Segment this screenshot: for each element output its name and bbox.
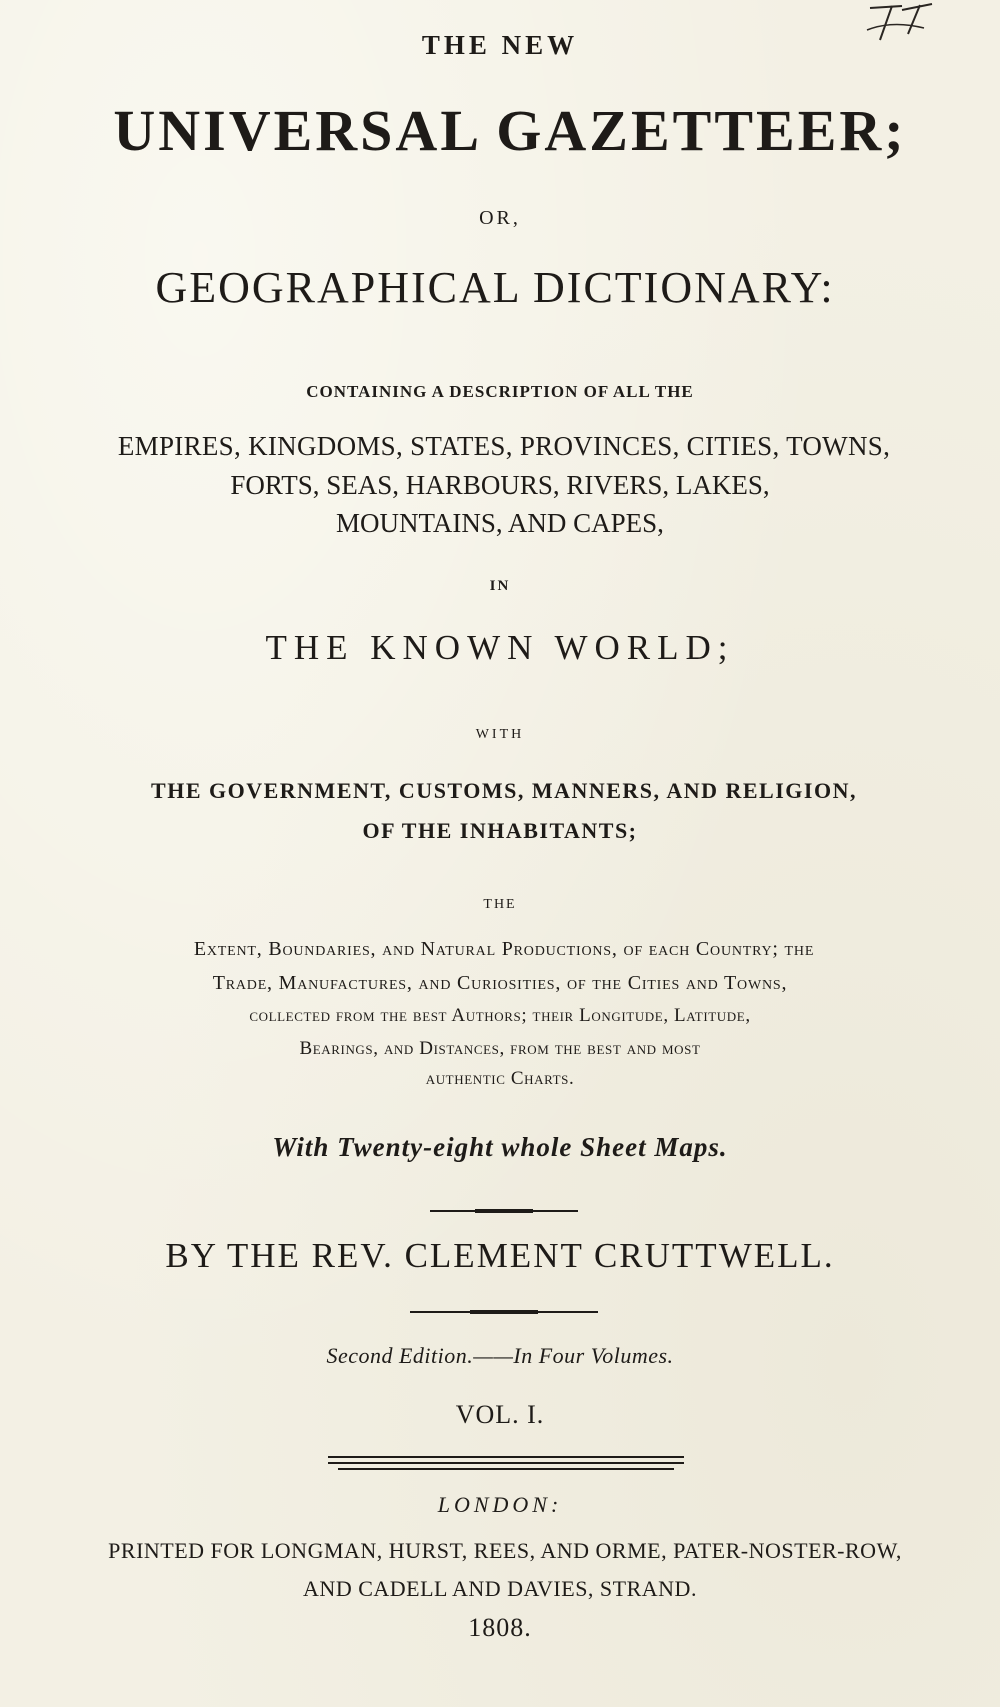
triple-rule-top [328,1456,684,1458]
government-line-2: OF THE INHABITANTS; [362,818,638,843]
volume-line: VOL. I. [455,1400,545,1429]
known-world-line: THE KNOWN WORLD; [265,628,735,667]
imprint-line-1: PRINTED FOR LONGMAN, HURST, REES, AND ORME, PATER-NOSTER-ROW, [108,1538,902,1563]
imprint-line-2: AND CADELL AND DAVIES, STRAND. [303,1576,697,1601]
extent-line-1: Extent, Boundaries, and Natural Productions, of each Country; the [193,938,815,960]
author-line: BY THE REV. CLEMENT CRUTTWELL. [165,1236,835,1275]
or-line: OR, [479,207,521,229]
main-title: UNIVERSAL GAZETTEER; [113,98,907,163]
ornamental-rule-2-center [470,1310,538,1314]
the-line: THE [483,897,517,912]
containing-line: CONTAINING A DESCRIPTION OF ALL THE [306,382,694,401]
with-line: WITH [475,727,525,742]
maps-line: With Twenty-eight whole Sheet Maps. [272,1132,728,1162]
triple-rule-middle [328,1462,684,1464]
ornamental-rule-1-center [475,1209,533,1213]
subtitle: GEOGRAPHICAL DICTIONARY: [155,263,835,312]
places-line-1: EMPIRES, KINGDOMS, STATES, PROVINCES, CITIES, TOWNS, [117,431,891,461]
in-line: IN [489,578,511,594]
extent-line-4: Bearings, and Distances, from the best and most [299,1038,701,1059]
government-line-1: THE GOVERNMENT, CUSTOMS, MANNERS, AND RELIGION, [151,778,857,803]
extent-line-5: authentic Charts. [425,1068,575,1089]
triple-rule-bottom [338,1468,674,1470]
extent-line-2: Trade, Manufactures, and Curiosities, of the Cities and Towns, [212,972,788,994]
extent-line-3: collected from the best Authors; their Longitude, Latitude, [249,1005,751,1026]
places-line-3: MOUNTAINS, AND CAPES, [336,508,664,538]
heading-the-new: THE NEW [421,30,579,60]
imprint-city: LONDON: [437,1492,563,1517]
edition-line: Second Edition.——In Four Volumes. [326,1343,674,1368]
imprint-year: 1808. [468,1613,532,1642]
places-line-2: FORTS, SEAS, HARBOURS, RIVERS, LAKES, [230,470,770,500]
